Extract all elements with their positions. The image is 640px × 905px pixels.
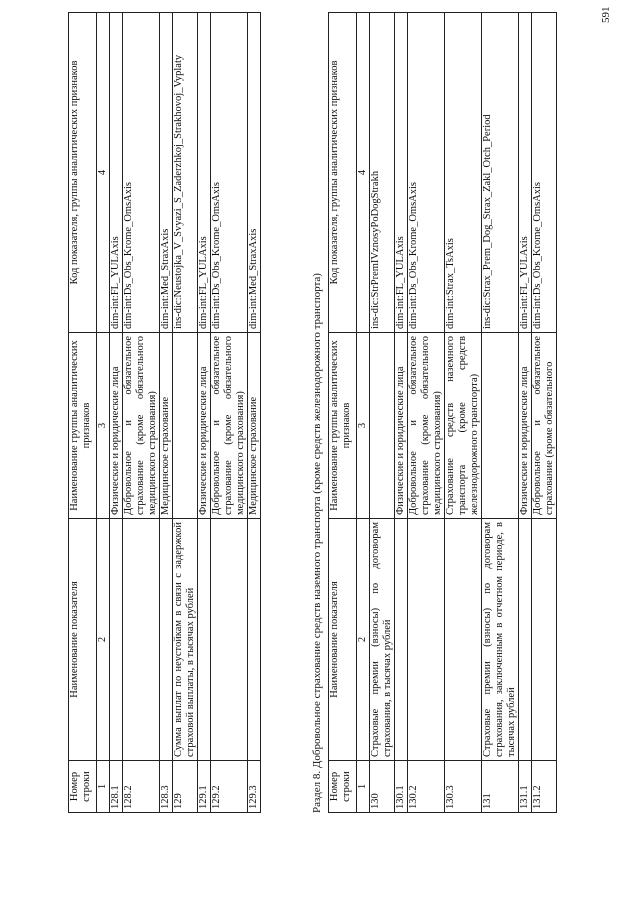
col-num-3: 3 <box>357 333 370 519</box>
row-code: ins-dic:Strax_Prem_Dog_Strax_Zakl_Otch_Period <box>482 13 519 333</box>
table-header-row <box>329 13 357 813</box>
row-group: Физические и юридические лица <box>198 333 211 519</box>
row-group: Добровольное и обязательное страхование (кроме обязательного <box>532 333 557 519</box>
row-name <box>395 519 408 761</box>
row-code: dim-int:FL_YULAxis <box>395 13 408 333</box>
row-number: 131.1 <box>519 761 532 813</box>
table-row <box>160 13 173 813</box>
column-number-row <box>97 13 110 813</box>
row-group: Добровольное и обязательное страхование (кроме обязательного медицинского страхования) <box>408 333 445 519</box>
row-name <box>532 519 557 761</box>
table-row <box>198 13 211 813</box>
row-code: dim-int:FL_YULAxis <box>519 13 532 333</box>
row-number: 129.2 <box>211 761 248 813</box>
row-name <box>445 519 482 761</box>
row-group: Физические и юридические лица <box>395 333 408 519</box>
row-code: dim-int:Ds_Obs_Krome_OmsAxis <box>123 13 160 333</box>
row-code: dim-int:FL_YULAxis <box>198 13 211 333</box>
row-number: 129.3 <box>248 761 261 813</box>
row-code: dim-int:Med_StraxAxis <box>160 13 173 333</box>
row-group: Физические и юридические лица <box>519 333 532 519</box>
row-name <box>110 519 123 761</box>
row-code: dim-int:Strax_TsAxis <box>445 13 482 333</box>
header-name: Наименование показателя <box>329 519 357 761</box>
row-code: dim-int:Ds_Obs_Krome_OmsAxis <box>408 13 445 333</box>
table-row <box>173 13 198 813</box>
table-row <box>519 13 532 813</box>
row-group: Добровольное и обязательное страхование (кроме обязательного медицинского страхования) <box>211 333 248 519</box>
row-number: 128.1 <box>110 761 123 813</box>
col-num-1: 1 <box>357 761 370 813</box>
row-code: dim-int:Ds_Obs_Krome_OmsAxis <box>532 13 557 333</box>
row-name <box>519 519 532 761</box>
row-group: Добровольное и обязательное страхование (кроме обязательного медицинского страхования) <box>123 333 160 519</box>
row-name <box>160 519 173 761</box>
col-num-2: 2 <box>97 519 110 761</box>
table-row <box>248 13 261 813</box>
row-code: ins-dic:StrPremIVznosyPoDogStrakh <box>370 13 395 333</box>
row-name <box>408 519 445 761</box>
row-number: 130.1 <box>395 761 408 813</box>
row-number: 128.3 <box>160 761 173 813</box>
row-name <box>248 519 261 761</box>
col-num-2: 2 <box>357 519 370 761</box>
row-number: 131 <box>482 761 519 813</box>
row-name <box>123 519 160 761</box>
row-number: 129 <box>173 761 198 813</box>
header-group: Наименование группы аналитических признаков <box>329 333 357 519</box>
table-row <box>370 13 395 813</box>
row-number: 130 <box>370 761 395 813</box>
header-name: Наименование показателя <box>69 519 97 761</box>
row-name: Сумма выплат по неустойкам в связи с задержкой страховой выплаты, в тысячах рублей <box>173 519 198 761</box>
row-name <box>198 519 211 761</box>
table-header-row <box>69 13 97 813</box>
header-code: Код показателя, группы аналитических признаков <box>69 13 97 333</box>
table-row <box>532 13 557 813</box>
col-num-3: 3 <box>97 333 110 519</box>
row-number: 131.2 <box>532 761 557 813</box>
col-num-4: 4 <box>97 13 110 333</box>
header-num: Номер строки <box>329 761 357 813</box>
row-name <box>211 519 248 761</box>
row-number: 130.2 <box>408 761 445 813</box>
section-title: Раздел 8. Добровольное страхование средств наземного транспорта (кроме средств железнодорожного транспорта) <box>311 273 323 813</box>
header-code: Код показателя, группы аналитических признаков <box>329 13 357 333</box>
row-group <box>482 333 519 519</box>
table-row <box>395 13 408 813</box>
row-name: Страховые премии (взносы) по договорам страхования, заключенным в отчетном периоде, в тысячах рублей <box>482 519 519 761</box>
table-row <box>482 13 519 813</box>
table-row <box>408 13 445 813</box>
row-code: dim-int:Med_StraxAxis <box>248 13 261 333</box>
indicators-table-2 <box>328 12 557 813</box>
row-group <box>370 333 395 519</box>
table-row <box>123 13 160 813</box>
row-code: dim-int:Ds_Obs_Krome_OmsAxis <box>211 13 248 333</box>
row-number: 130.3 <box>445 761 482 813</box>
row-group <box>173 333 198 519</box>
col-num-4: 4 <box>357 13 370 333</box>
row-group: Медицинское страхование <box>248 333 261 519</box>
row-number: 129.1 <box>198 761 211 813</box>
row-code: ins-dic:Neustojka_V_Svyazi_S_Zaderzhkoj_Strakhovoj_Vyplaty <box>173 13 198 333</box>
column-number-row <box>357 13 370 813</box>
table-row <box>445 13 482 813</box>
row-name: Страховые премии (взносы) по договорам страхования, в тысячах рублей <box>370 519 395 761</box>
indicators-table-1 <box>68 12 261 813</box>
header-group: Наименование группы аналитических признаков <box>69 333 97 519</box>
row-code: dim-int:FL_YULAxis <box>110 13 123 333</box>
row-group: Страхование средств наземного транспорта (кроме средств железнодорожного транспорта) <box>445 333 482 519</box>
row-number: 128.2 <box>123 761 160 813</box>
col-num-1: 1 <box>97 761 110 813</box>
page-number: 591 <box>600 6 612 23</box>
row-group: Физические и юридические лица <box>110 333 123 519</box>
table-row <box>110 13 123 813</box>
header-num: Номер строки <box>69 761 97 813</box>
table-row <box>211 13 248 813</box>
row-group: Медицинское страхование <box>160 333 173 519</box>
